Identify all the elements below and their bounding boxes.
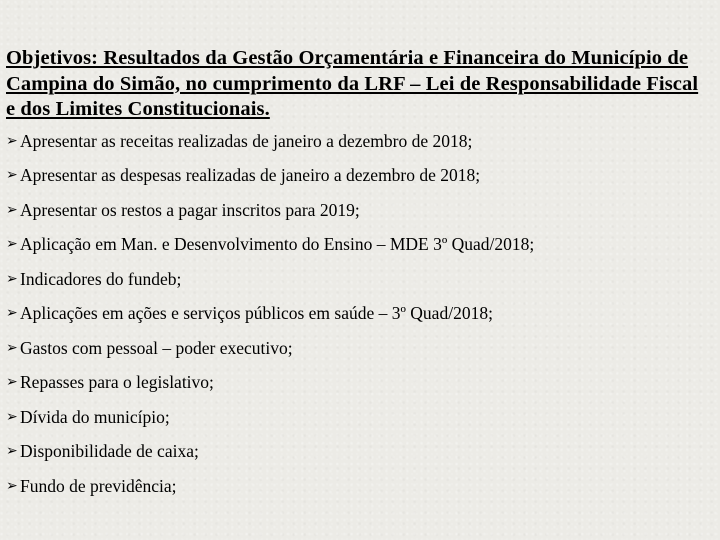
list-item bbox=[6, 407, 712, 442]
list-item bbox=[6, 165, 712, 200]
arrow-bullet-icon: ➢ bbox=[6, 477, 18, 494]
list-item-text: Apresentar as despesas realizadas de janeiro a dezembro de 2018; bbox=[20, 165, 481, 185]
list-item-text: Aplicações em ações e serviços públicos em saúde – 3º Quad/2018; bbox=[20, 303, 493, 323]
list-item-text: Aplicação em Man. e Desenvolvimento do Ensino – MDE 3º Quad/2018; bbox=[20, 234, 535, 254]
list-item bbox=[6, 131, 712, 166]
list-item-text: Apresentar as receitas realizadas de janeiro a dezembro de 2018; bbox=[20, 130, 473, 151]
arrow-bullet-icon: ➢ bbox=[6, 339, 18, 356]
slide-title: Objetivos: Resultados da Gestão Orçamentária e Financeira do Município de Campina do Simão, no cumprimento da LRF – Lei de Responsabilidade Fiscal e dos Limites Constitucionais. bbox=[6, 47, 699, 120]
arrow-bullet-icon: ➢ bbox=[6, 132, 18, 149]
arrow-bullet-icon: ➢ bbox=[6, 201, 18, 218]
list-item-text: Disponibilidade de caixa; bbox=[20, 441, 199, 461]
arrow-bullet-icon: ➢ bbox=[6, 374, 18, 390]
arrow-bullet-icon: ➢ bbox=[6, 443, 18, 459]
list-item-text: Fundo de previdência; bbox=[20, 475, 177, 496]
list-item bbox=[6, 269, 712, 304]
objectives-list bbox=[6, 131, 712, 511]
list-item bbox=[6, 234, 712, 269]
list-item bbox=[6, 372, 712, 407]
list-item-text: Dívida do município; bbox=[20, 406, 170, 427]
slide-content bbox=[6, 46, 712, 510]
list-item-text: Gastos com pessoal – poder executivo; bbox=[20, 337, 293, 358]
list-item bbox=[6, 200, 712, 235]
list-item-text: Indicadores do fundeb; bbox=[20, 268, 182, 289]
list-item bbox=[6, 303, 712, 338]
list-item-text: Repasses para o legislativo; bbox=[20, 372, 214, 392]
arrow-bullet-icon: ➢ bbox=[6, 270, 18, 287]
arrow-bullet-icon: ➢ bbox=[6, 236, 18, 252]
arrow-bullet-icon: ➢ bbox=[6, 408, 18, 425]
list-item-text: Apresentar os restos a pagar inscritos para 2019; bbox=[20, 199, 360, 220]
arrow-bullet-icon: ➢ bbox=[6, 167, 18, 183]
arrow-bullet-icon: ➢ bbox=[6, 305, 18, 321]
list-item bbox=[6, 338, 712, 373]
list-item bbox=[6, 476, 712, 511]
list-item bbox=[6, 441, 712, 476]
